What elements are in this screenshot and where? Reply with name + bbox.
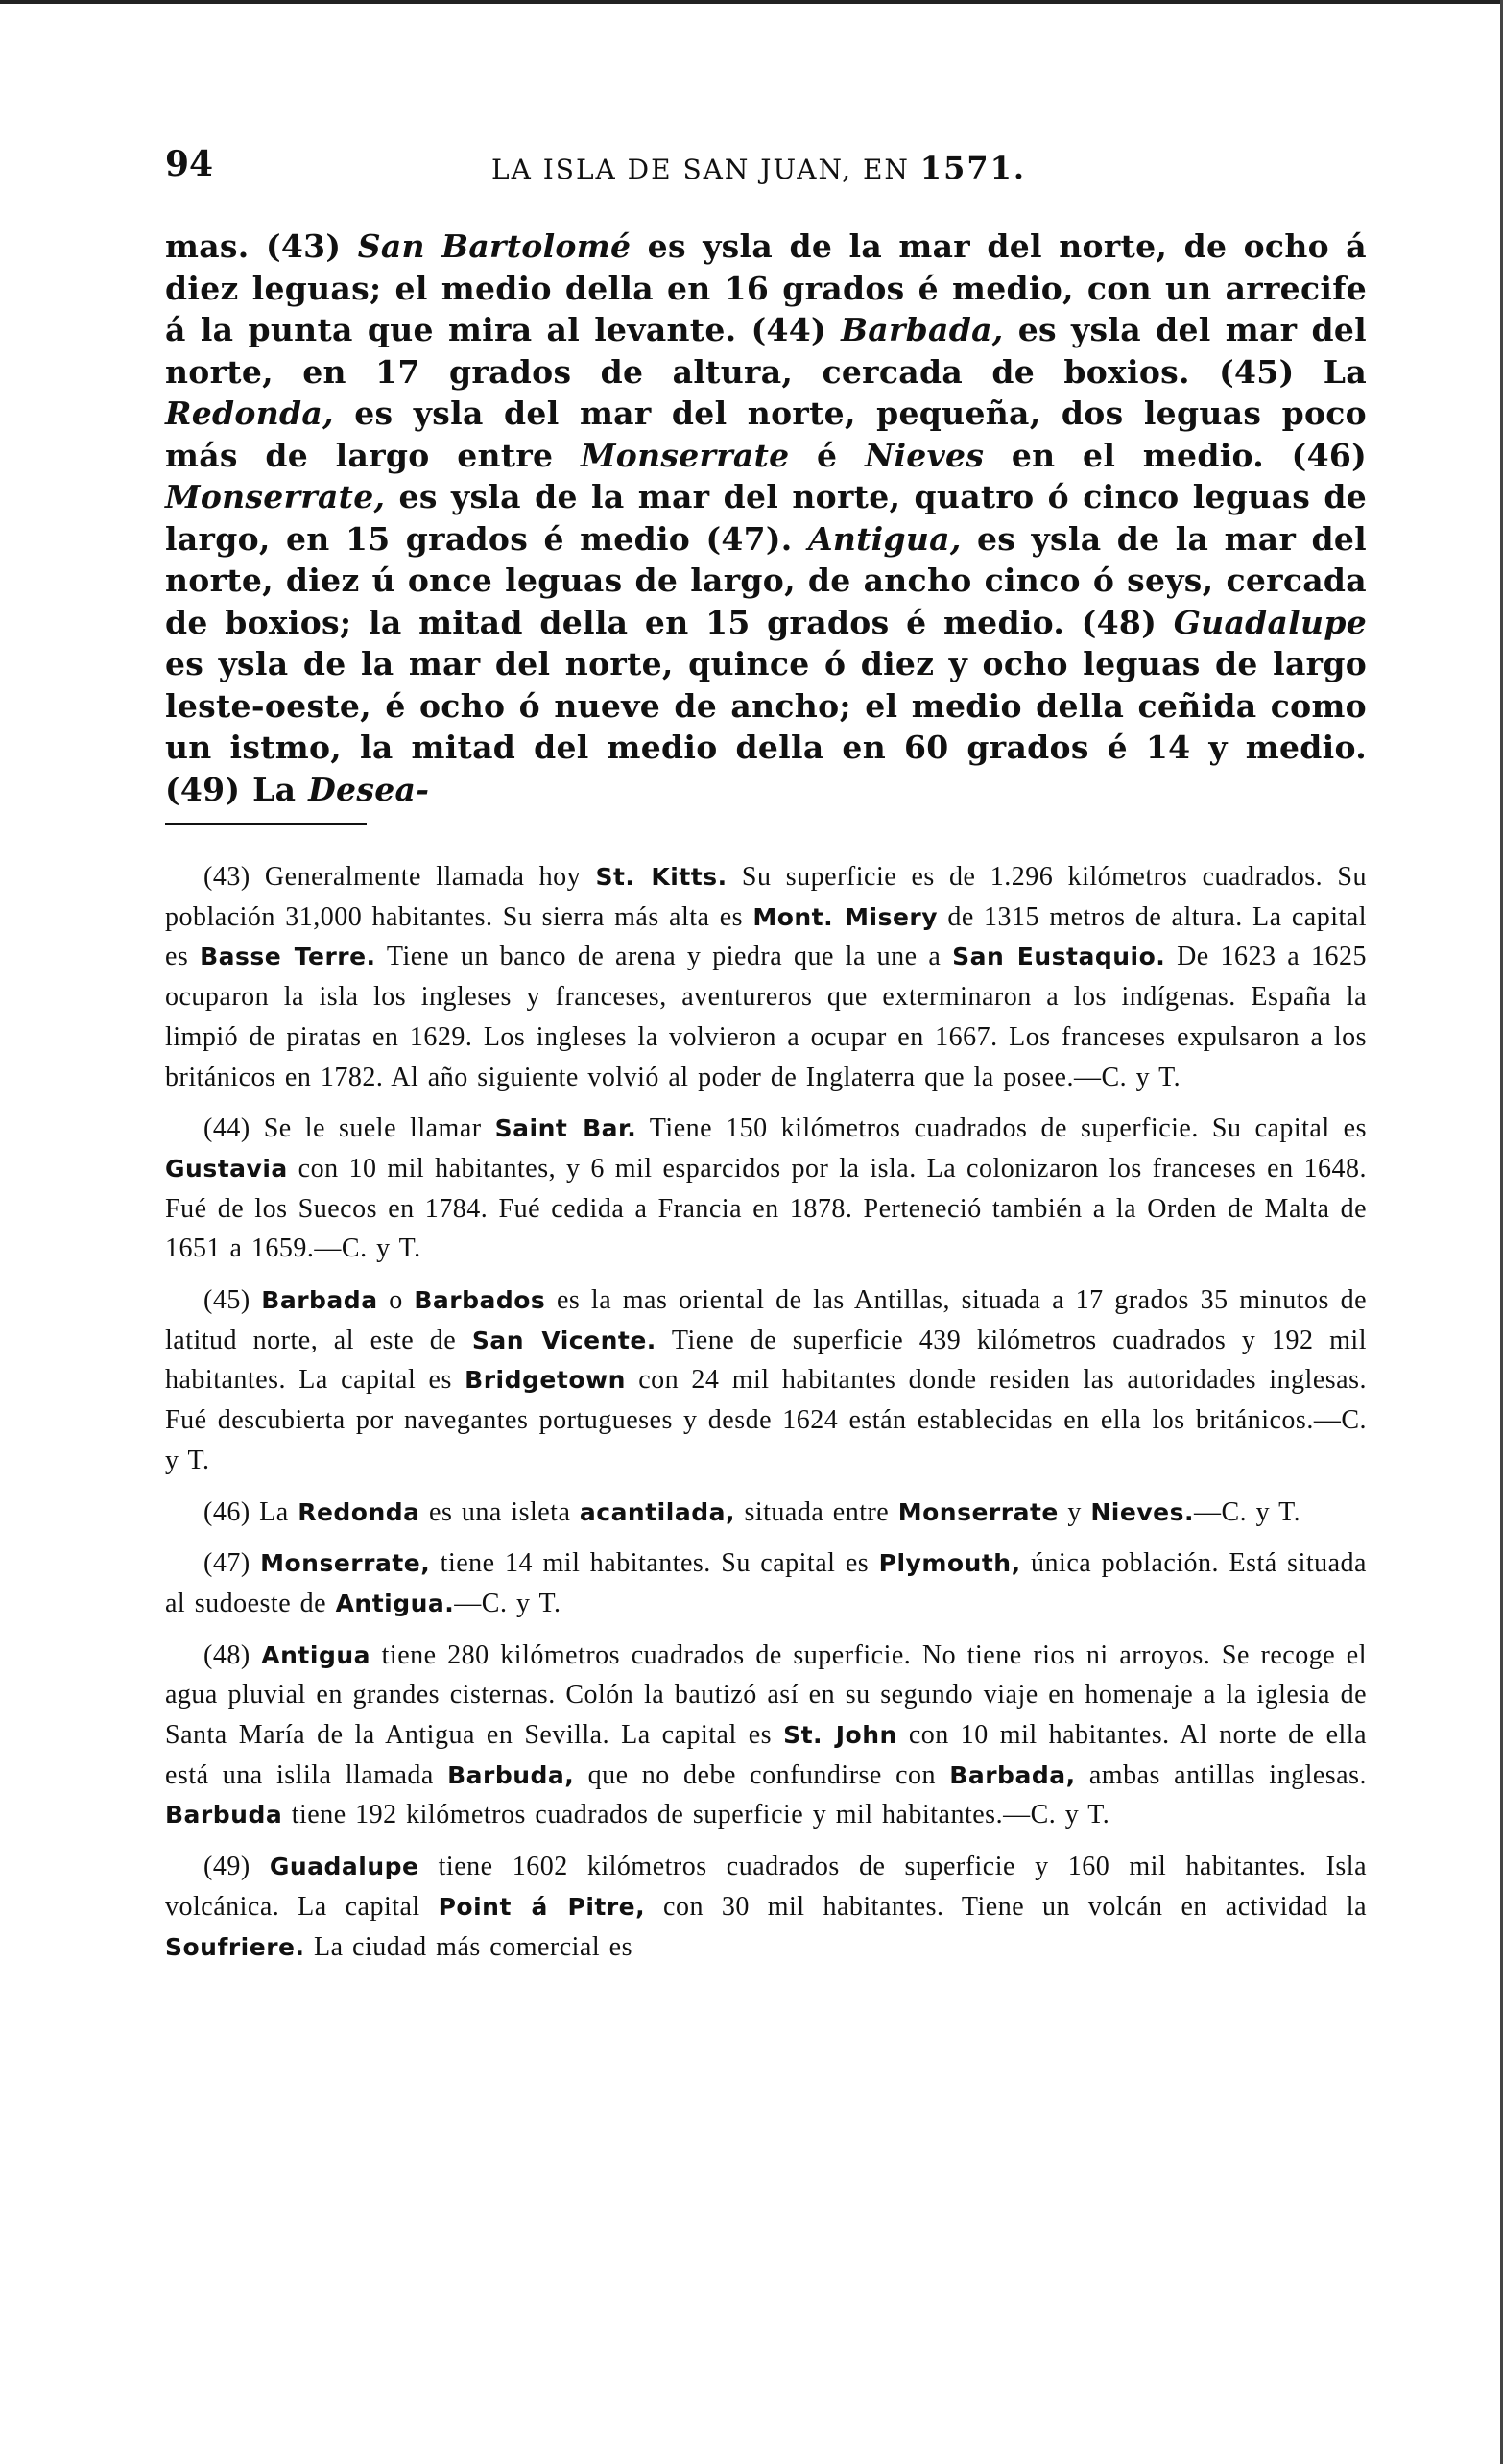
footnote-bold-term: Monserrate, bbox=[260, 1549, 431, 1578]
footnote-text: (43) Generalmente llamada hoy bbox=[203, 862, 596, 892]
footnote-bold-term: San Eustaquio. bbox=[952, 943, 1166, 971]
footnote-45 bbox=[165, 1280, 1367, 1481]
footnote-44 bbox=[165, 1109, 1367, 1269]
footnote-text: que no debe confundirse con bbox=[574, 1759, 950, 1790]
main-text-run: mas. (43) bbox=[165, 227, 358, 265]
island-name: Nieves bbox=[864, 436, 985, 474]
footnote-text: Su superficie es de 1.296 kilómetros cuadrados. Su población 31,000 habitantes. Su sierra más alta es bbox=[165, 862, 1367, 932]
footnote-text: (44) Se le suele llamar bbox=[203, 1113, 495, 1144]
footnote-text: —C. y T. bbox=[454, 1588, 561, 1618]
footnote-text: tiene 14 mil habitantes. Su capital es bbox=[430, 1548, 879, 1579]
island-name: Barbada, bbox=[841, 311, 1004, 348]
footnote-bold-term: Plymouth, bbox=[878, 1549, 1021, 1578]
footnote-text: con 10 mil habitantes. Al norte de ella está una islila llamada bbox=[165, 1720, 1368, 1790]
footnote-text: tiene 1602 kilómetros cuadrados de superficie y 160 mil habitantes. Isla volcánica. La capital bbox=[165, 1852, 1367, 1922]
footnote-bold-term: St. John bbox=[783, 1721, 897, 1750]
footnote-43 bbox=[165, 857, 1367, 1097]
footnote-text: La ciudad más comercial es bbox=[304, 1931, 632, 1962]
footnote-bold-term: Barbada bbox=[261, 1286, 378, 1315]
footnote-text: (46) La bbox=[203, 1496, 298, 1527]
footnote-text: Tiene de superficie 439 kilómetros cuadrados y 192 mil habitantes. La capital es bbox=[165, 1325, 1367, 1396]
footnote-bold-term: Gustavia bbox=[165, 1154, 288, 1183]
island-name: Monserrate, bbox=[165, 478, 386, 515]
main-text-run: es ysla de la mar del norte, quince ó diez y ocho leguas de largo leste-oeste, é ocho ó nueve de ancho; el medio della ceñida como un istmo, la mitad del medio della en 60 grados é 14 y medio. (49) La bbox=[165, 645, 1367, 808]
footnote-bold-term: Barbuda bbox=[165, 1801, 283, 1830]
footnote-bold-term: Soufriere. bbox=[165, 1932, 305, 1961]
footnote-46 bbox=[165, 1493, 1367, 1533]
footnote-bold-term: Mont. Misery bbox=[752, 902, 939, 931]
island-name: Redonda, bbox=[165, 395, 334, 432]
main-text-run: es ysla de la mar del norte, diez ú once leguas de largo, de ancho cinco ó seys, cercada de boxios; la mitad della en 15 grados é medio. (48) bbox=[165, 519, 1368, 641]
main-text-run: é bbox=[789, 436, 865, 474]
island-name: Antigua, bbox=[807, 519, 962, 558]
footnote-bold-term: Antigua bbox=[261, 1640, 371, 1669]
main-text-run: es ysla del mar del norte, pequeña, dos leguas poco más de largo entre bbox=[165, 395, 1367, 474]
footnotes bbox=[165, 857, 1367, 1978]
footnote-bold-term: Guadalupe bbox=[269, 1853, 419, 1881]
footnote-text: y bbox=[1058, 1496, 1091, 1527]
footnote-text: (48) bbox=[203, 1639, 262, 1670]
footnote-bold-term: Nieves. bbox=[1090, 1497, 1194, 1526]
page-header bbox=[165, 144, 1365, 186]
footnote-text: tiene 192 kilómetros cuadrados de superficie y mil habitantes.—C. y T. bbox=[282, 1800, 1110, 1830]
footnote-bold-term: acantilada, bbox=[579, 1497, 735, 1526]
footnote-bold-term: Antigua. bbox=[335, 1589, 455, 1617]
running-head bbox=[491, 150, 1026, 186]
page-number: 94 bbox=[165, 144, 214, 184]
footnote-text: única población. Está situada al sudoeste de bbox=[165, 1548, 1367, 1618]
footnote-text: o bbox=[377, 1285, 415, 1316]
footnote-bold-term: Saint Bar. bbox=[494, 1114, 637, 1143]
island-name: Monserrate bbox=[580, 436, 790, 474]
footnote-text: ambas antillas inglesas. bbox=[1075, 1759, 1367, 1790]
footnote-text: tiene 280 kilómetros cuadrados de superficie. No tiene rios ni arroyos. Se recoge el agua pluvial en grandes cisternas. Colón la bautizó así en su segundo viaje en homenaje a la iglesia de Santa María de la Antigua en Sevilla. La capital es bbox=[165, 1639, 1367, 1751]
footnote-bold-term: Redonda bbox=[298, 1497, 420, 1526]
footnote-text: Tiene 150 kilómetros cuadrados de superficie. Su capital es bbox=[636, 1113, 1367, 1144]
footnote-text: (49) bbox=[203, 1852, 270, 1882]
footnote-text: es una isleta bbox=[419, 1496, 580, 1527]
running-head-year: 1571. bbox=[919, 150, 1026, 186]
main-text-run: es ysla del mar del norte, en 17 grados de altura, cercada de boxios. (45) La bbox=[165, 311, 1367, 391]
footnote-bold-term: Barbuda, bbox=[447, 1760, 575, 1789]
footnote-49 bbox=[165, 1847, 1367, 1967]
main-text-run: es ysla de la mar del norte, quatro ó cinco leguas de largo, en 15 grados é medio (47). bbox=[165, 478, 1367, 558]
main-text-run: en el medio. (46) bbox=[984, 436, 1368, 474]
footnote-47 bbox=[165, 1543, 1367, 1623]
main-text bbox=[165, 226, 1367, 810]
footnote-bold-term: Point á Pitre, bbox=[438, 1892, 646, 1921]
footnote-text: De 1623 a 1625 ocuparon la isla los ingleses y franceses, aventureros que exterminaron a los indígenas. España la limpió de piratas en 1629. Los ingleses la volvieron a ocupar en 1667. Los franceses expulsaron a los británicos en 1782. Al año siguiente volvió al poder de Inglaterra que la posee.—C. y T. bbox=[165, 942, 1368, 1092]
footnote-text: (45) bbox=[203, 1285, 262, 1316]
footnote-bold-term: Bridgetown bbox=[465, 1366, 626, 1395]
main-text-run: es ysla de la mar del norte, de ocho á diez leguas; el medio della en 16 grados é medio, con un arrecife á la punta que mira al levante. (44) bbox=[165, 227, 1367, 348]
footnote-text: (47) bbox=[203, 1548, 261, 1579]
footnote-text: con 30 mil habitantes. Tiene un volcán en actividad la bbox=[645, 1891, 1368, 1922]
footnote-text: es la mas oriental de las Antillas, situada a 17 grados 35 minutos de latitud norte, al este de bbox=[165, 1285, 1367, 1355]
footnote-bold-term: St. Kitts. bbox=[595, 863, 728, 891]
top-rule bbox=[0, 0, 1503, 4]
footnote-bold-term: Basse Terre. bbox=[200, 943, 376, 971]
footnote-text: —C. y T. bbox=[1193, 1496, 1301, 1527]
footnote-bold-term: Monserrate bbox=[897, 1497, 1059, 1526]
footnote-bold-term: San Vicente. bbox=[471, 1326, 656, 1354]
island-name: San Bartolomé bbox=[357, 227, 632, 265]
island-name: Desea- bbox=[308, 770, 430, 808]
running-head-title: LA ISLA DE SAN JUAN, EN bbox=[491, 154, 920, 185]
footnote-text: situada entre bbox=[734, 1496, 898, 1527]
footnote-48 bbox=[165, 1636, 1367, 1836]
footnote-text: con 24 mil habitantes donde residen las autoridades inglesas. Fué descubierta por navegantes portugueses y desde 1624 están establecidas en ella los británicos.—C. y T. bbox=[165, 1365, 1367, 1475]
footnote-text: Tiene un banco de arena y piedra que la une a bbox=[375, 942, 953, 972]
footnote-bold-term: Barbada, bbox=[949, 1760, 1076, 1789]
island-name: Guadalupe bbox=[1173, 603, 1367, 641]
footnote-text: con 10 mil habitantes, y 6 mil esparcidos por la isla. La colonizaron los franceses en 1648. Fué de los Suecos en 1784. Fué cedida a Francia en 1878. Perteneció también a la Orden de Malta de 1651 a 1659.—C. y T. bbox=[165, 1153, 1367, 1264]
footnote-bold-term: Barbados bbox=[414, 1286, 546, 1315]
footnote-text: de 1315 metros de altura. La capital es bbox=[165, 901, 1367, 972]
footnote-divider bbox=[165, 823, 367, 825]
